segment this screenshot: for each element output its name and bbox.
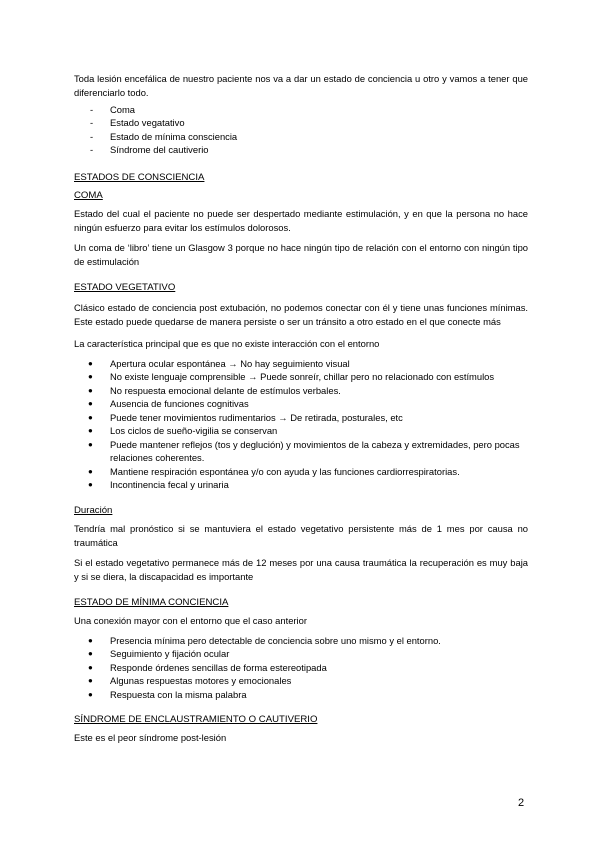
coma-heading: COMA: [74, 189, 103, 201]
page-content: [74, 72, 528, 745]
bullet-icon: ●: [88, 676, 93, 686]
vegetativo-list: [74, 357, 528, 492]
list-item: ● Puede mantener reflejos (tos y deglución) y movimientos de la cabeza y extremidades, pero pocas relaciones coherentes.: [88, 438, 520, 464]
intro-list: [74, 103, 528, 157]
coma-paragraph-1: Estado del cual el paciente no puede ser despertado mediante estimulación, y en que la persona no hace ningún esfuerzo para evitar los estímulos dolorosos.: [74, 207, 528, 233]
bullet-icon: ●: [88, 399, 93, 409]
list-item: ● Respuesta con la misma palabra: [88, 688, 247, 700]
bullet-icon: ●: [88, 412, 93, 422]
list-item: ● Ausencia de funciones cognitivas: [88, 398, 249, 410]
dash-bullet: -: [90, 117, 94, 129]
enclaustramiento-paragraph: Este es el peor síndrome post-lesión: [74, 732, 227, 744]
vegetativo-paragraph-2: La característica principal que es que no existe interacción con el entorno: [74, 337, 380, 349]
list-item: ● Los ciclos de sueño-vigilia se conservan: [88, 425, 278, 437]
bullet-icon: ●: [88, 662, 93, 672]
list-item: ● Responde órdenes sencillas de forma estereotipada: [88, 661, 327, 673]
bullet-icon: ●: [88, 689, 93, 699]
minima-heading: ESTADO DE MÍNIMA CONCIENCIA: [74, 596, 229, 608]
list-item: ● Mantiene respiración espontánea y/o con ayuda y las funciones cardiorrespiratorias.: [88, 465, 460, 477]
coma-paragraph-2: Un coma de ‘libro’ tiene un Glasgow 3 porque no hace ningún tipo de relación con el entorno con ningún tipo de estimulación: [74, 241, 528, 267]
list-item: ● Algunas respuestas motores y emocionales: [88, 675, 292, 687]
page-number: 2: [518, 797, 525, 809]
list-item: ● Puede tener movimientos rudimentarios → De retirada, posturales, etc: [88, 411, 403, 423]
bullet-icon: ●: [88, 439, 93, 449]
bullet-icon: ●: [88, 358, 93, 368]
list-item: - Coma: [90, 104, 136, 115]
list-item: - Estado vegatativo: [90, 117, 185, 129]
bullet-icon: ●: [88, 635, 93, 645]
bullet-icon: ●: [88, 372, 93, 382]
list-item: - Síndrome del cautiverio: [90, 144, 209, 156]
dash-bullet: -: [90, 104, 94, 115]
list-item: ● Presencia mínima pero detectable de conciencia sobre uno mismo y el entorno.: [88, 634, 441, 646]
minima-list: [74, 634, 528, 702]
vegetativo-heading: ESTADO VEGETATIVO: [74, 281, 176, 293]
list-item: ● Apertura ocular espontánea → No hay seguimiento visual: [88, 357, 350, 369]
dash-bullet: -: [90, 144, 94, 156]
list-item: ● Incontinencia fecal y urinaria: [88, 479, 229, 491]
intro-paragraph: Toda lesión encefálica de nuestro paciente nos va a dar un estado de conciencia u otro y vamos a tener que diferenciarlo todo.: [74, 73, 528, 98]
duracion-heading: Duración: [74, 504, 113, 516]
section-title: ESTADOS DE CONSCIENCIA: [74, 171, 205, 183]
bullet-icon: ●: [88, 649, 93, 659]
bullet-icon: ●: [88, 480, 93, 490]
duracion-paragraph-1: Tendría mal pronóstico si se mantuviera el estado vegetativo persistente más de 1 mes por causa no traumática: [74, 522, 528, 548]
bullet-icon: ●: [88, 385, 93, 395]
vegetativo-paragraph-1: Clásico estado de conciencia post extubación, no podemos conectar con él y tiene unas funciones mínimas. Este estado puede quedarse de manera persiste o ser un tránsito a otro estado en el que conecte más: [74, 301, 528, 327]
list-item: ● No respuesta emocional delante de estímulos verbales.: [88, 384, 341, 396]
list-item: ● No existe lenguaje comprensible → Puede sonreír, chillar pero no relacionado con estímulos: [88, 371, 495, 383]
bullet-icon: ●: [88, 426, 93, 436]
list-item: - Estado de mínima consciencia: [90, 130, 238, 142]
duracion-paragraph-2: Si el estado vegetativo permanece más de 12 meses por una causa traumática la recuperación es muy baja y si se diera, la discapacidad es importante: [74, 556, 528, 582]
dash-bullet: -: [90, 130, 94, 142]
minima-paragraph: Una conexión mayor con el entorno que el caso anterior: [74, 614, 307, 626]
enclaustramiento-heading: SÍNDROME DE ENCLAUSTRAMIENTO O CAUTIVERIO: [74, 714, 318, 726]
list-item: ● Seguimiento y fijación ocular: [88, 648, 230, 660]
bullet-icon: ●: [88, 466, 93, 476]
